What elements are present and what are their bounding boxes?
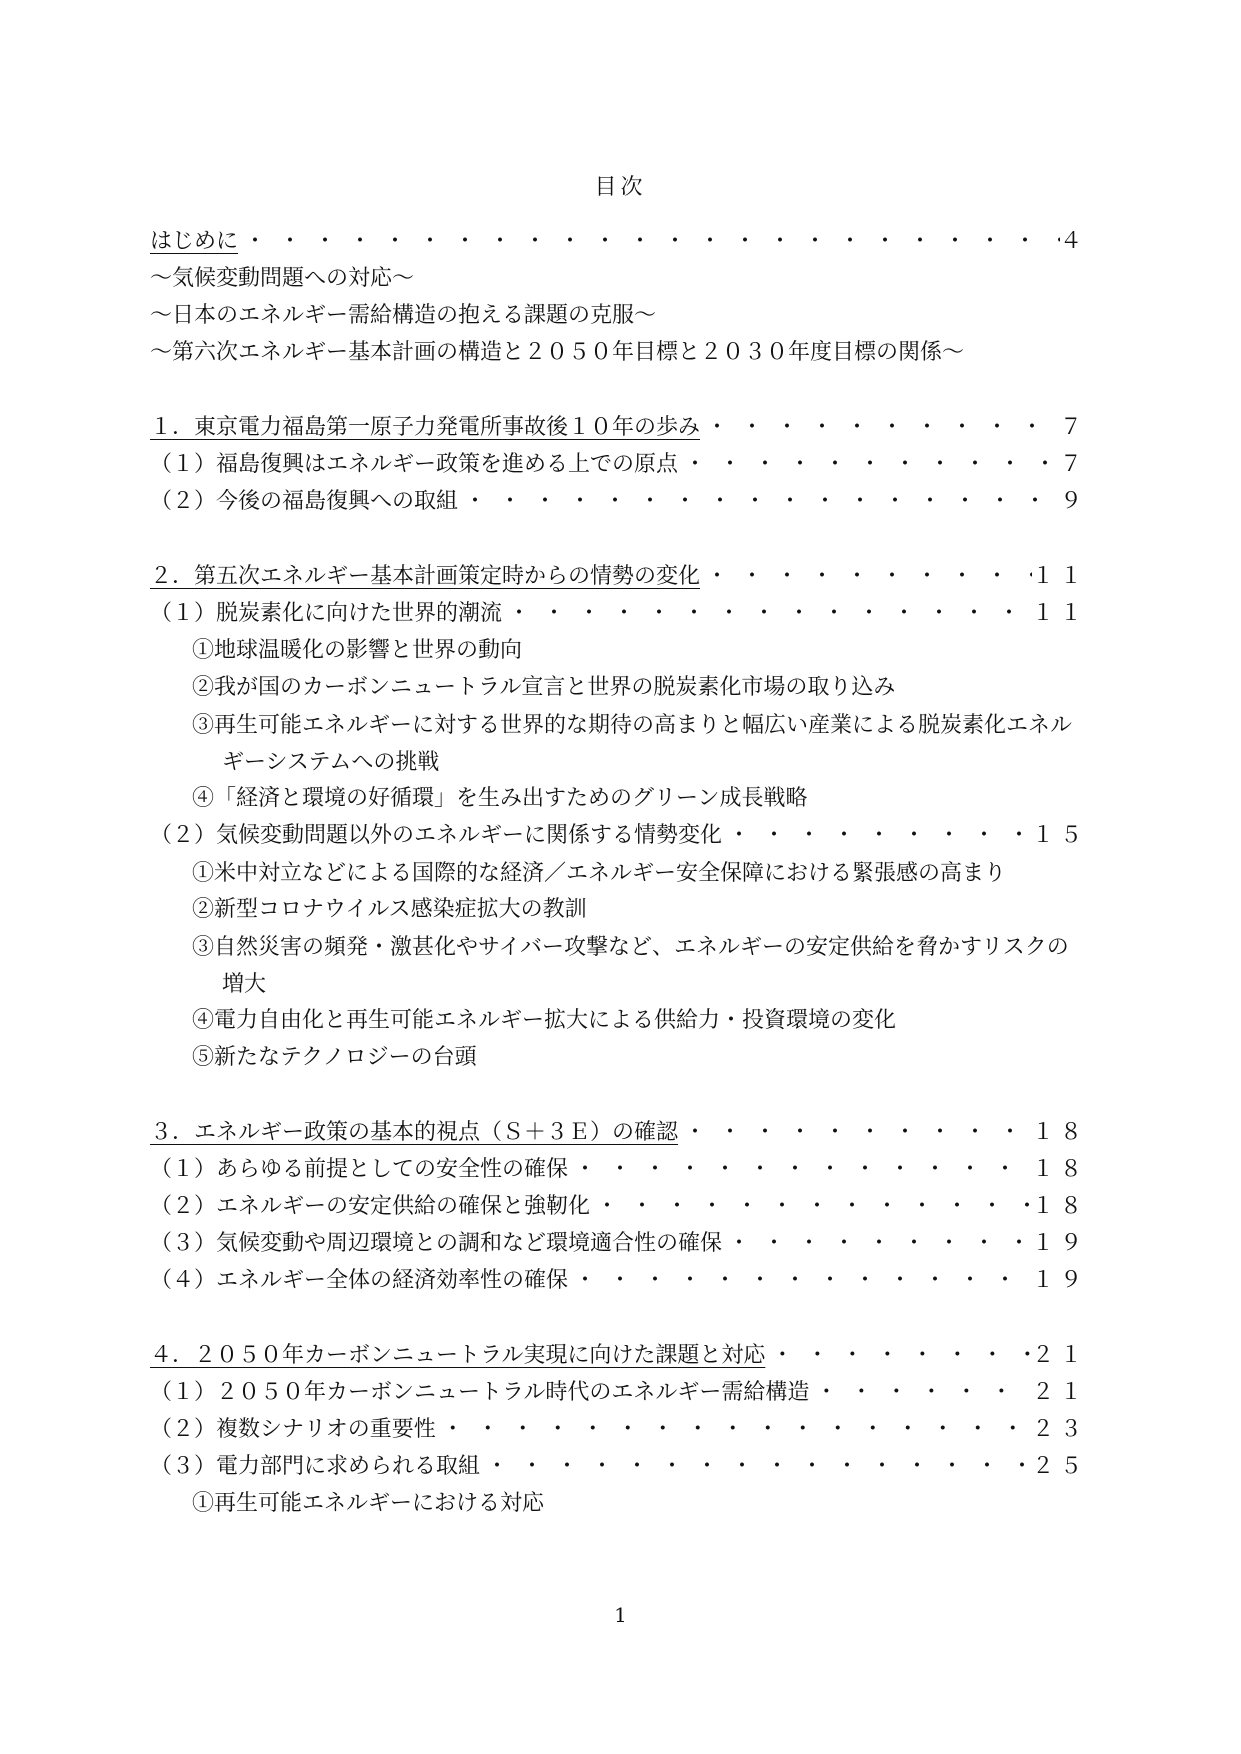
toc-entry-label: （２）複数シナリオの重要性 [150,1417,436,1442]
page-number: 1 [614,1603,627,1627]
toc-entry-label: ①米中対立などによる国際的な経済／エネルギー安全保障における緊張感の高まり [192,861,1007,886]
toc-entry-page: ４ [1059,229,1088,254]
dot-leader [700,410,1060,441]
toc-entry-page: １１ [1031,564,1088,589]
toc-entry-page: １８ [1031,1157,1088,1182]
toc-entry[interactable] [150,484,1088,521]
dot-leader [678,1115,1032,1146]
toc-entry-page: ２１ [1031,1343,1088,1368]
toc-entry[interactable] [150,633,1088,670]
toc-entry[interactable] [150,298,1088,335]
dot-leader [590,1189,1032,1220]
toc-entry-label: （２）気候変動問題以外のエネルギーに関係する情勢変化 [150,823,723,848]
toc-entry[interactable] [150,892,1088,929]
dot-leader [568,1263,1032,1294]
toc-entry[interactable] [150,1040,1088,1077]
toc-entry-page: １８ [1031,1194,1088,1219]
toc-entry[interactable] [150,410,1088,447]
toc-entry[interactable] [150,1003,1088,1040]
toc-entry-label: １．東京電力福島第一原子力発電所事故後１０年の歩み [150,415,701,440]
toc-entry[interactable] [150,855,1088,892]
toc-entry-label: （４）エネルギー全体の経済効率性の確保 [150,1268,569,1293]
toc-entry-label: ④電力自由化と再生可能エネルギー拡大による供給力・投資環境の変化 [192,1008,897,1033]
toc-entry[interactable] [150,1486,1088,1523]
dot-leader [480,1449,1032,1480]
toc-entry[interactable] [150,1338,1088,1375]
toc-entry[interactable] [150,1449,1088,1486]
dot-leader [700,559,1032,590]
toc-entry[interactable] [150,1115,1088,1152]
toc-entry-label: （３）気候変動や周辺環境との調和など環境適合性の確保 [150,1231,723,1256]
toc-entry[interactable] [150,224,1088,261]
toc-entry-label: （３）電力部門に求められる取組 [150,1454,481,1479]
toc-entry[interactable] [150,447,1088,484]
toc-entry-page: ２１ [1031,1380,1088,1405]
toc-entry-label: （２）エネルギーの安定供給の確保と強靭化 [150,1194,591,1219]
toc-entry-label: （２）今後の福島復興への取組 [150,489,459,514]
toc-entry-label: ①再生可能エネルギーにおける対応 [192,1491,545,1516]
toc-entry-label: ⑤新たなテクノロジーの台頭 [192,1045,477,1070]
toc-entry-label: ４．２０５０年カーボンニュートラル実現に向けた課題と対応 [150,1343,766,1368]
toc-entry[interactable] [150,1189,1088,1226]
dot-leader [436,1412,1032,1443]
toc-entry-page: ２５ [1031,1454,1088,1479]
toc-entry[interactable] [150,781,1088,818]
toc-entry-label: ④「経済と環境の好循環」を生み出すためのグリーン成長戦略 [192,786,808,811]
toc-entry-page: ７ [1059,452,1088,477]
toc-entry-label: ３．エネルギー政策の基本的視点（Ｓ＋３Ｅ）の確認 [150,1120,679,1145]
toc-entry[interactable] [150,1375,1088,1412]
toc-entry-label: ②我が国のカーボンニュートラル宣言と世界の脱炭素化市場の取り込み [192,675,896,700]
toc-entry[interactable] [150,929,1088,1003]
toc-entry[interactable] [150,596,1088,633]
toc-entry-page: １９ [1031,1268,1088,1293]
toc-entry-label: ③自然災害の頻発・激甚化やサイバー攻撃など、エネルギーの安定供給を脅かすリスクの増大 [192,935,1069,997]
toc-entry-page: １１ [1031,601,1088,626]
toc-entry-page: １８ [1031,1120,1088,1145]
dot-leader [502,596,1032,627]
toc-entry-page: １５ [1031,823,1088,848]
dot-leader [722,1226,1032,1257]
toc-entry[interactable] [150,1263,1088,1300]
dot-leader [458,484,1060,515]
toc-entry[interactable] [150,335,1088,372]
toc-entry-label: ③再生可能エネルギーに対する世界的な期待の高まりと幅広い産業による脱炭素化エネルギーシステムへの挑戦 [192,713,1073,775]
toc-entry[interactable] [150,261,1088,298]
dot-leader [722,818,1032,849]
toc-entry[interactable] [150,1152,1088,1189]
toc-entry-label: （１）脱炭素化に向けた世界的潮流 [150,601,503,626]
toc-entry-label: （１）あらゆる前提としての安全性の確保 [150,1157,569,1182]
dot-leader [678,447,1060,478]
toc-entry-page: ７ [1059,415,1088,440]
toc-entry-label: ②新型コロナウイルス感染症拡大の教訓 [192,897,587,922]
toc-entry-label: ～第六次エネルギー基本計画の構造と２０５０年目標と２０３０年度目標の関係～ [150,340,965,365]
toc-entry[interactable] [150,707,1088,781]
toc-entry-label: ～日本のエネルギー需給構造の抱える課題の克服～ [150,303,657,328]
toc-entry-label: ２．第五次エネルギー基本計画策定時からの情勢の変化 [150,564,701,589]
page-title: 目次 [594,175,647,200]
toc-entry-page: １９ [1031,1231,1088,1256]
table-of-contents [150,224,1088,1523]
dot-leader [765,1338,1032,1369]
toc-entry-label: はじめに [150,229,239,254]
toc-entry-label: （１）福島復興はエネルギー政策を進める上での原点 [150,452,679,477]
dot-leader [809,1375,1032,1406]
toc-entry-label: （１）２０５０年カーボンニュートラル時代のエネルギー需給構造 [150,1380,810,1405]
dot-leader [238,224,1060,255]
toc-entry-page: ２３ [1031,1417,1088,1442]
toc-entry-label: ①地球温暖化の影響と世界の動向 [192,638,523,663]
toc-entry-page: ９ [1059,489,1088,514]
toc-entry[interactable] [150,559,1088,596]
toc-entry[interactable] [150,1412,1088,1449]
toc-entry[interactable] [150,818,1088,855]
toc-entry[interactable] [150,1226,1088,1263]
dot-leader [568,1152,1032,1183]
toc-entry[interactable] [150,670,1088,707]
toc-entry-label: ～気候変動問題への対応～ [150,266,415,291]
